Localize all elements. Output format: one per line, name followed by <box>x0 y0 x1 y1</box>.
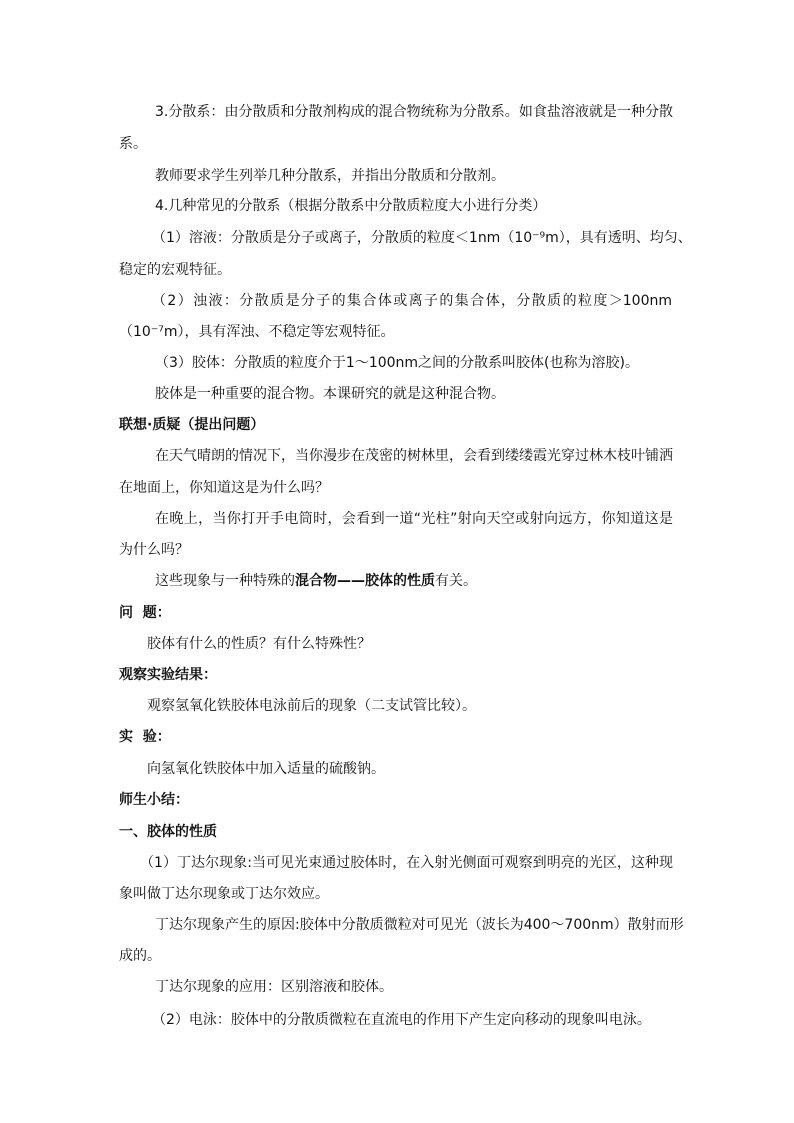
paragraph-line: 在天气晴朗的情况下，当你漫步在茂密的树林里，会看到缕缕霞光穿过林木枝叶铺洒 <box>155 448 673 464</box>
section-heading: 问 题： <box>119 605 171 621</box>
section-heading: 师生小结： <box>119 792 189 808</box>
paragraph-line: 为什么吗？ <box>119 542 189 558</box>
paragraph-line: 在晚上，当你打开手电筒时，会看到一道“光柱”射向天空或射向远方，你知道这是 <box>155 511 673 527</box>
inline-text: 有关。 <box>435 573 477 589</box>
paragraph-line: 丁达尔现象的应用：区别溶液和胶体。 <box>155 979 393 995</box>
paragraph-line: 丁达尔现象产生的原因:胶体中分散质微粒对可见光（波长为400～700nm）散射而形 <box>155 917 684 933</box>
paragraph-line: （10⁻⁷m），具有浑浊、不稳定等宏观特征。 <box>119 324 395 340</box>
paragraph-line: 稳定的宏观特征。 <box>119 262 231 278</box>
paragraph-line <box>155 571 715 591</box>
inline-emphasis: 混合物——胶体的性质 <box>295 573 435 589</box>
paragraph-line: 系。 <box>119 136 147 152</box>
paragraph-line: 3.分散系：由分散质和分散剂构成的混合物统称为分散系。如食盐溶液就是一种分散 <box>155 104 673 120</box>
paragraph-line: （3）胶体：分散质的粒度介于1～100nm之间的分散系叫胶体(也称为溶胶)。 <box>155 355 639 371</box>
paragraph-line: 成的。 <box>119 948 161 964</box>
paragraph-line: 4.几种常见的分散系（根据分散系中分散质粒度大小进行分类） <box>155 198 547 214</box>
paragraph-line: 在地面上，你知道这是为什么吗？ <box>119 480 329 496</box>
section-heading: 一、胶体的性质 <box>119 824 217 840</box>
inline-text: 这些现象与一种特殊的 <box>155 573 295 589</box>
paragraph-line: 教师要求学生列举几种分散系，并指出分散质和分散剂。 <box>155 168 505 184</box>
paragraph-line: （1）溶液：分散质是分子或离子，分散质的粒度＜1nm（10⁻⁹m），具有透明、均匀、 <box>152 230 692 246</box>
paragraph-line: 胶体有什么的性质？有什么特殊性？ <box>147 636 371 652</box>
paragraph-line: 向氢氧化铁胶体中加入适量的硫酸钠。 <box>147 761 385 777</box>
paragraph-line: （2）电泳：胶体中的分散质微粒在直流电的作用下产生定向移动的现象叫电泳。 <box>152 1012 651 1028</box>
paragraph-line: 象叫做丁达尔现象或丁达尔效应。 <box>119 886 329 902</box>
section-heading: 联想·质疑（提出问题） <box>119 417 265 433</box>
paragraph-line: （2）浊液：分散质是分子的集合体或离子的集合体，分散质的粒度＞100nm <box>152 293 672 309</box>
paragraph-line: （1）丁达尔现象:当可见光束通过胶体时，在入射光侧面可观察到明亮的光区，这种现 <box>140 855 673 871</box>
section-heading: 实 验： <box>119 729 171 745</box>
section-heading: 观察实验结果： <box>119 667 217 683</box>
paragraph-line: 胶体是一种重要的混合物。本课研究的就是这种混合物。 <box>155 386 505 402</box>
paragraph-line: 观察氢氧化铁胶体电泳前后的现象（二支试管比较）。 <box>147 698 476 714</box>
